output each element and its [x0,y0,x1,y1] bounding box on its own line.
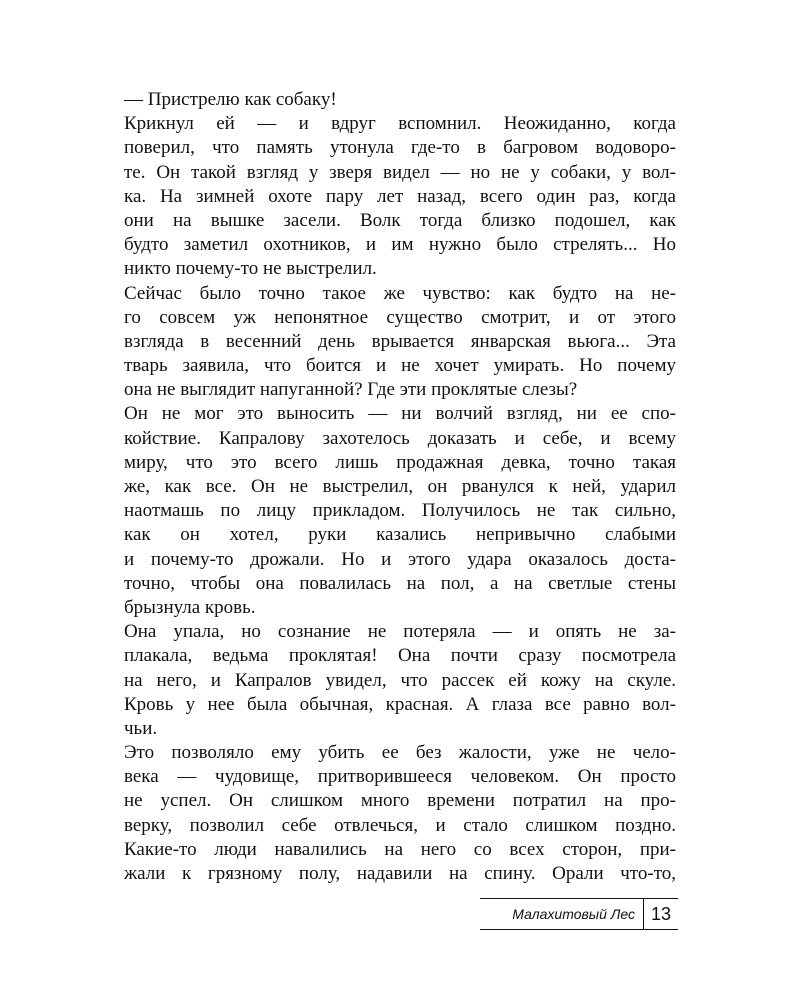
text-line: Она упала, но сознание не потеряла — и опять не за- [124,621,676,643]
text-line: никто почему-то не выстрелил. [124,258,377,280]
text-line: Это позволяло ему убить ее без жалости, уже не чело- [124,742,676,764]
text-line: — Пристрелю как собаку! [124,89,337,110]
text-line: Крикнул ей — и вдруг вспомнил. Неожиданно, когда [124,113,676,135]
text-line: точно, чтобы она повалилась на пол, а на светлые стены [124,572,676,594]
text-line: Сейчас было точно такое же чувство: как будто на не- [124,282,676,304]
text-line: плакала, ведьма проклятая! Она почти сразу посмотрела [124,645,676,667]
text-line: они на вышке засели. Волк тогда близко подошел, как [124,209,676,231]
text-line: тварь заявила, что боится и не хочет умирать. Но почему [124,355,676,377]
text-line: брызнула кровь. [124,596,256,618]
text-line: верку, позволил себе отвлечься, и стало слишком поздно. [124,814,676,836]
page-number: 13 [650,904,672,924]
text-line: койствие. Капралову захотелось доказать и себе, и всему [124,427,676,449]
text-line: и почему-то дрожали. Но и этого удара оказалось доста- [124,548,676,570]
text-line: миру, что это всего лишь продажная девка, точно такая [124,451,676,473]
text-line: чьи. [124,717,158,739]
text-line: Кровь у нее была обычная, красная. А глаза все равно вол- [124,693,676,715]
text-line: не успел. Он слишком много времени потратил на про- [124,790,676,812]
running-title: Малахитовый Лес [512,906,635,922]
text-line: века — чудовище, притворившееся человеком. Он просто [124,766,676,788]
body-text [124,88,676,886]
text-line: ка. На зимней охоте пару лет назад, всего один раз, когда [124,185,676,207]
text-line: те. Он такой взгляд у зверя видел — но не у собаки, у вол- [124,161,676,183]
text-line: же, как все. Он не выстрелил, он рванулся к ней, ударил [124,476,676,497]
text-line: взгляда в весенний день врывается январская вьюга... Эта [124,330,676,352]
text-line: наотмашь по лицу прикладом. Получилось не так сильно, [124,500,676,522]
text-line: Какие-то люди навалились на него со всех сторон, при- [124,838,676,860]
text-line: как он хотел, руки казались непривычно слабыми [124,524,676,546]
page-footer [480,898,678,930]
text-line: будто заметил охотников, и им нужно было стрелять... Но [124,234,676,256]
book-page [124,88,676,928]
text-line: Он не мог это выносить — ни волчий взгляд, ни ее спо- [124,403,676,425]
text-line: поверил, что память утонула где-то в багровом водоворо- [124,137,676,159]
text-line: она не выглядит напуганной? Где эти проклятые слезы? [124,379,578,401]
text-line: го совсем уж непонятное существо смотрит, и от этого [124,306,676,328]
text-line: на него, и Капралов увидел, что рассек ей кожу на скуле. [124,669,676,691]
text-line: жали к грязному полу, надавили на спину. Орали что-то, [124,863,676,884]
